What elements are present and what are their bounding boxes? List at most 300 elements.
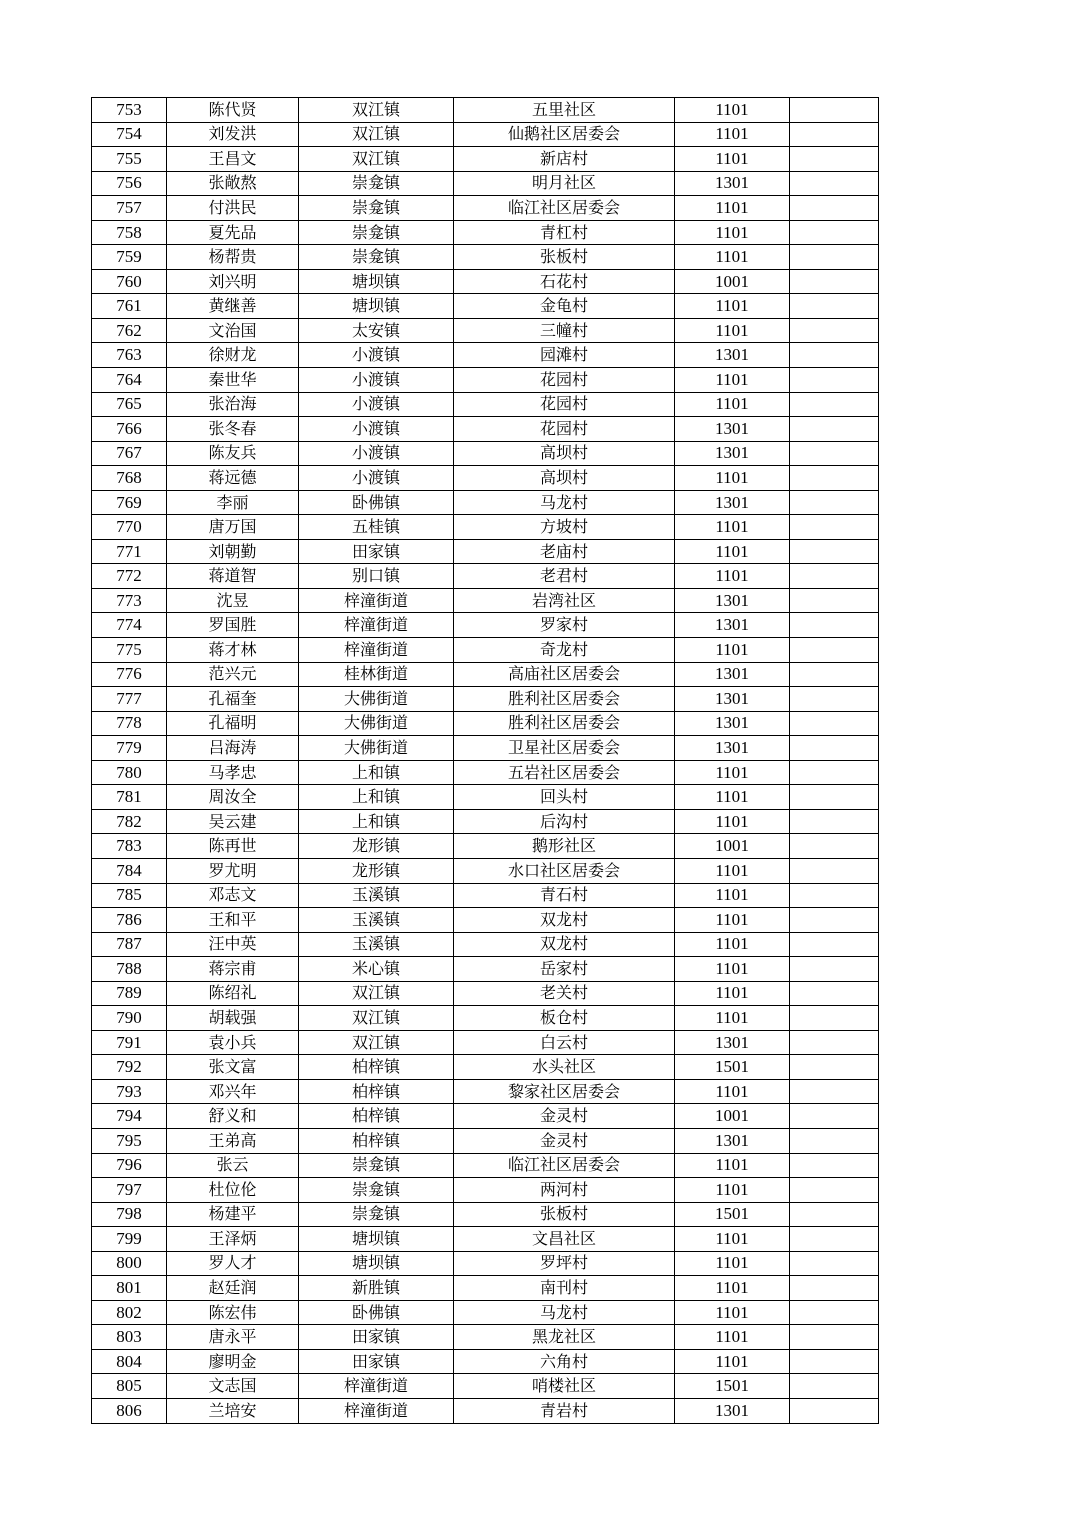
remark-cell — [790, 196, 879, 221]
village-cell: 老关村 — [454, 981, 675, 1006]
row-number-cell: 765 — [92, 392, 167, 417]
table-row — [92, 981, 879, 1006]
code-cell: 1301 — [675, 687, 790, 712]
row-number-cell: 768 — [92, 466, 167, 491]
name-cell: 陈绍礼 — [167, 981, 299, 1006]
name-cell: 黄继善 — [167, 294, 299, 319]
remark-cell — [790, 932, 879, 957]
row-number-cell: 797 — [92, 1178, 167, 1203]
town-cell: 玉溪镇 — [299, 883, 454, 908]
code-cell: 1101 — [675, 908, 790, 933]
name-cell: 汪中英 — [167, 932, 299, 957]
code-cell: 1501 — [675, 1055, 790, 1080]
name-cell: 蒋远德 — [167, 466, 299, 491]
row-number-cell: 759 — [92, 245, 167, 270]
row-number-cell: 794 — [92, 1104, 167, 1129]
table-row — [92, 858, 879, 883]
remark-cell — [790, 957, 879, 982]
table-row — [92, 1030, 879, 1055]
town-cell: 大佛街道 — [299, 736, 454, 761]
remark-cell — [790, 662, 879, 687]
row-number-cell: 804 — [92, 1349, 167, 1374]
table-row — [92, 1006, 879, 1031]
table-row — [92, 736, 879, 761]
table-row — [92, 1349, 879, 1374]
code-cell: 1101 — [675, 368, 790, 393]
row-number-cell: 763 — [92, 343, 167, 368]
remark-cell — [790, 1128, 879, 1153]
row-number-cell: 775 — [92, 638, 167, 663]
village-cell: 老庙村 — [454, 539, 675, 564]
village-cell: 马龙村 — [454, 1300, 675, 1325]
remark-cell — [790, 1325, 879, 1350]
table-row — [92, 760, 879, 785]
village-cell: 水头社区 — [454, 1055, 675, 1080]
row-number-cell: 772 — [92, 564, 167, 589]
remark-cell — [790, 539, 879, 564]
code-cell: 1101 — [675, 1349, 790, 1374]
table-row — [92, 220, 879, 245]
table-row — [92, 957, 879, 982]
table-row — [92, 834, 879, 859]
code-cell: 1301 — [675, 441, 790, 466]
row-number-cell: 803 — [92, 1325, 167, 1350]
row-number-cell: 756 — [92, 171, 167, 196]
code-cell: 1101 — [675, 392, 790, 417]
table-row — [92, 269, 879, 294]
remark-cell — [790, 711, 879, 736]
table-row — [92, 490, 879, 515]
row-number-cell: 771 — [92, 539, 167, 564]
table-row — [92, 196, 879, 221]
code-cell: 1101 — [675, 883, 790, 908]
remark-cell — [790, 466, 879, 491]
code-cell: 1301 — [675, 1398, 790, 1423]
remark-cell — [790, 343, 879, 368]
table-row — [92, 392, 879, 417]
town-cell: 新胜镇 — [299, 1276, 454, 1301]
town-cell: 上和镇 — [299, 760, 454, 785]
name-cell: 唐永平 — [167, 1325, 299, 1350]
row-number-cell: 785 — [92, 883, 167, 908]
code-cell: 1301 — [675, 588, 790, 613]
row-number-cell: 762 — [92, 318, 167, 343]
row-number-cell: 805 — [92, 1374, 167, 1399]
name-cell: 王和平 — [167, 908, 299, 933]
table-row — [92, 1055, 879, 1080]
row-number-cell: 796 — [92, 1153, 167, 1178]
row-number-cell: 792 — [92, 1055, 167, 1080]
code-cell: 1001 — [675, 834, 790, 859]
name-cell: 文志国 — [167, 1374, 299, 1399]
town-cell: 崇龛镇 — [299, 1202, 454, 1227]
table-row — [92, 441, 879, 466]
village-cell: 板仓村 — [454, 1006, 675, 1031]
table-row — [92, 98, 879, 123]
remark-cell — [790, 147, 879, 172]
name-cell: 张文富 — [167, 1055, 299, 1080]
code-cell: 1301 — [675, 490, 790, 515]
name-cell: 罗国胜 — [167, 613, 299, 638]
row-number-cell: 770 — [92, 515, 167, 540]
row-number-cell: 764 — [92, 368, 167, 393]
row-number-cell: 778 — [92, 711, 167, 736]
code-cell: 1101 — [675, 122, 790, 147]
town-cell: 田家镇 — [299, 1325, 454, 1350]
remark-cell — [790, 1227, 879, 1252]
code-cell: 1101 — [675, 1300, 790, 1325]
name-cell: 范兴元 — [167, 662, 299, 687]
village-cell: 白云村 — [454, 1030, 675, 1055]
table-row — [92, 466, 879, 491]
town-cell: 梓潼街道 — [299, 588, 454, 613]
remark-cell — [790, 515, 879, 540]
town-cell: 塘坝镇 — [299, 269, 454, 294]
name-cell: 陈宏伟 — [167, 1300, 299, 1325]
row-number-cell: 754 — [92, 122, 167, 147]
name-cell: 赵廷润 — [167, 1276, 299, 1301]
table-row — [92, 809, 879, 834]
village-cell: 方坡村 — [454, 515, 675, 540]
remark-cell — [790, 318, 879, 343]
town-cell: 桂林街道 — [299, 662, 454, 687]
row-number-cell: 761 — [92, 294, 167, 319]
code-cell: 1101 — [675, 785, 790, 810]
table-row — [92, 1202, 879, 1227]
remark-cell — [790, 417, 879, 442]
row-number-cell: 776 — [92, 662, 167, 687]
town-cell: 柏梓镇 — [299, 1055, 454, 1080]
name-cell: 陈代贤 — [167, 98, 299, 123]
village-cell: 张板村 — [454, 1202, 675, 1227]
code-cell: 1101 — [675, 1251, 790, 1276]
village-cell: 罗家村 — [454, 613, 675, 638]
table-row — [92, 417, 879, 442]
town-cell: 双江镇 — [299, 147, 454, 172]
table-row — [92, 147, 879, 172]
remark-cell — [790, 1178, 879, 1203]
table-body — [92, 98, 879, 1424]
village-cell: 双龙村 — [454, 932, 675, 957]
code-cell: 1301 — [675, 417, 790, 442]
row-number-cell: 773 — [92, 588, 167, 613]
code-cell: 1301 — [675, 613, 790, 638]
town-cell: 龙形镇 — [299, 834, 454, 859]
name-cell: 邓志文 — [167, 883, 299, 908]
code-cell: 1101 — [675, 638, 790, 663]
remark-cell — [790, 1055, 879, 1080]
code-cell: 1301 — [675, 736, 790, 761]
village-cell: 马龙村 — [454, 490, 675, 515]
name-cell: 刘发洪 — [167, 122, 299, 147]
code-cell: 1301 — [675, 171, 790, 196]
name-cell: 胡载强 — [167, 1006, 299, 1031]
table-row — [92, 662, 879, 687]
table-row — [92, 1079, 879, 1104]
row-number-cell: 766 — [92, 417, 167, 442]
remark-cell — [790, 269, 879, 294]
name-cell: 罗人才 — [167, 1251, 299, 1276]
remark-cell — [790, 392, 879, 417]
table-row — [92, 638, 879, 663]
name-cell: 吴云建 — [167, 809, 299, 834]
code-cell: 1301 — [675, 711, 790, 736]
row-number-cell: 800 — [92, 1251, 167, 1276]
remark-cell — [790, 687, 879, 712]
name-cell: 张治海 — [167, 392, 299, 417]
remark-cell — [790, 122, 879, 147]
remark-cell — [790, 98, 879, 123]
table-row — [92, 588, 879, 613]
town-cell: 柏梓镇 — [299, 1079, 454, 1104]
town-cell: 五桂镇 — [299, 515, 454, 540]
village-cell: 新店村 — [454, 147, 675, 172]
village-cell: 金灵村 — [454, 1128, 675, 1153]
town-cell: 双江镇 — [299, 122, 454, 147]
name-cell: 徐财龙 — [167, 343, 299, 368]
village-cell: 石花村 — [454, 269, 675, 294]
town-cell: 崇龛镇 — [299, 171, 454, 196]
remark-cell — [790, 760, 879, 785]
name-cell: 孔福明 — [167, 711, 299, 736]
town-cell: 玉溪镇 — [299, 908, 454, 933]
village-cell: 哨楼社区 — [454, 1374, 675, 1399]
village-cell: 高坝村 — [454, 466, 675, 491]
remark-cell — [790, 736, 879, 761]
town-cell: 崇龛镇 — [299, 220, 454, 245]
town-cell: 双江镇 — [299, 1006, 454, 1031]
code-cell: 1101 — [675, 932, 790, 957]
row-number-cell: 767 — [92, 441, 167, 466]
town-cell: 玉溪镇 — [299, 932, 454, 957]
town-cell: 塘坝镇 — [299, 1251, 454, 1276]
remark-cell — [790, 220, 879, 245]
remark-cell — [790, 1006, 879, 1031]
data-table — [91, 97, 879, 1424]
code-cell: 1101 — [675, 760, 790, 785]
row-number-cell: 774 — [92, 613, 167, 638]
code-cell: 1101 — [675, 220, 790, 245]
table-row — [92, 1153, 879, 1178]
town-cell: 小渡镇 — [299, 368, 454, 393]
village-cell: 双龙村 — [454, 908, 675, 933]
name-cell: 王昌文 — [167, 147, 299, 172]
name-cell: 罗尤明 — [167, 858, 299, 883]
remark-cell — [790, 1349, 879, 1374]
row-number-cell: 806 — [92, 1398, 167, 1423]
village-cell: 园滩村 — [454, 343, 675, 368]
table-row — [92, 368, 879, 393]
table-row — [92, 294, 879, 319]
code-cell: 1101 — [675, 957, 790, 982]
table-row — [92, 343, 879, 368]
town-cell: 崇龛镇 — [299, 1153, 454, 1178]
village-cell: 三幢村 — [454, 318, 675, 343]
name-cell: 杨建平 — [167, 1202, 299, 1227]
name-cell: 文治国 — [167, 318, 299, 343]
town-cell: 崇龛镇 — [299, 245, 454, 270]
village-cell: 黑龙社区 — [454, 1325, 675, 1350]
town-cell: 梓潼街道 — [299, 613, 454, 638]
name-cell: 袁小兵 — [167, 1030, 299, 1055]
town-cell: 米心镇 — [299, 957, 454, 982]
code-cell: 1101 — [675, 1006, 790, 1031]
remark-cell — [790, 245, 879, 270]
town-cell: 梓潼街道 — [299, 1398, 454, 1423]
village-cell: 罗坪村 — [454, 1251, 675, 1276]
code-cell: 1101 — [675, 1153, 790, 1178]
town-cell: 双江镇 — [299, 98, 454, 123]
town-cell: 塘坝镇 — [299, 1227, 454, 1252]
name-cell: 蒋才林 — [167, 638, 299, 663]
remark-cell — [790, 883, 879, 908]
remark-cell — [790, 785, 879, 810]
remark-cell — [790, 1276, 879, 1301]
remark-cell — [790, 1153, 879, 1178]
table-row — [92, 711, 879, 736]
row-number-cell: 779 — [92, 736, 167, 761]
row-number-cell: 790 — [92, 1006, 167, 1031]
row-number-cell: 802 — [92, 1300, 167, 1325]
remark-cell — [790, 294, 879, 319]
town-cell: 柏梓镇 — [299, 1128, 454, 1153]
table-row — [92, 1398, 879, 1423]
remark-cell — [790, 1079, 879, 1104]
village-cell: 回头村 — [454, 785, 675, 810]
town-cell: 崇龛镇 — [299, 196, 454, 221]
village-cell: 南刊村 — [454, 1276, 675, 1301]
table-row — [92, 245, 879, 270]
code-cell: 1101 — [675, 809, 790, 834]
remark-cell — [790, 981, 879, 1006]
code-cell: 1101 — [675, 1227, 790, 1252]
village-cell: 岳家村 — [454, 957, 675, 982]
code-cell: 1101 — [675, 245, 790, 270]
name-cell: 王泽炳 — [167, 1227, 299, 1252]
code-cell: 1101 — [675, 466, 790, 491]
town-cell: 上和镇 — [299, 785, 454, 810]
table-row — [92, 318, 879, 343]
remark-cell — [790, 368, 879, 393]
village-cell: 花园村 — [454, 392, 675, 417]
village-cell: 后沟村 — [454, 809, 675, 834]
village-cell: 高坝村 — [454, 441, 675, 466]
row-number-cell: 760 — [92, 269, 167, 294]
code-cell: 1001 — [675, 1104, 790, 1129]
row-number-cell: 789 — [92, 981, 167, 1006]
table-row — [92, 1300, 879, 1325]
name-cell: 张冬春 — [167, 417, 299, 442]
town-cell: 双江镇 — [299, 1030, 454, 1055]
row-number-cell: 753 — [92, 98, 167, 123]
name-cell: 刘朝勤 — [167, 539, 299, 564]
code-cell: 1101 — [675, 1178, 790, 1203]
row-number-cell: 799 — [92, 1227, 167, 1252]
row-number-cell: 781 — [92, 785, 167, 810]
table-row — [92, 908, 879, 933]
name-cell: 蒋道智 — [167, 564, 299, 589]
town-cell: 小渡镇 — [299, 417, 454, 442]
table-row — [92, 122, 879, 147]
name-cell: 蒋宗甫 — [167, 957, 299, 982]
table-row — [92, 171, 879, 196]
code-cell: 1101 — [675, 147, 790, 172]
town-cell: 崇龛镇 — [299, 1178, 454, 1203]
village-cell: 明月社区 — [454, 171, 675, 196]
village-cell: 张板村 — [454, 245, 675, 270]
name-cell: 张敞熬 — [167, 171, 299, 196]
code-cell: 1101 — [675, 564, 790, 589]
village-cell: 青杠村 — [454, 220, 675, 245]
row-number-cell: 801 — [92, 1276, 167, 1301]
table-row — [92, 1227, 879, 1252]
name-cell: 陈友兵 — [167, 441, 299, 466]
table-row — [92, 564, 879, 589]
town-cell: 小渡镇 — [299, 392, 454, 417]
town-cell: 卧佛镇 — [299, 1300, 454, 1325]
remark-cell — [790, 638, 879, 663]
table-row — [92, 1276, 879, 1301]
remark-cell — [790, 1202, 879, 1227]
table-row — [92, 613, 879, 638]
row-number-cell: 798 — [92, 1202, 167, 1227]
remark-cell — [790, 564, 879, 589]
town-cell: 太安镇 — [299, 318, 454, 343]
table-row — [92, 1251, 879, 1276]
town-cell: 大佛街道 — [299, 711, 454, 736]
village-cell: 临江社区居委会 — [454, 196, 675, 221]
name-cell: 舒义和 — [167, 1104, 299, 1129]
row-number-cell: 786 — [92, 908, 167, 933]
town-cell: 别口镇 — [299, 564, 454, 589]
code-cell: 1001 — [675, 269, 790, 294]
name-cell: 吕海涛 — [167, 736, 299, 761]
village-cell: 花园村 — [454, 417, 675, 442]
code-cell: 1301 — [675, 1128, 790, 1153]
row-number-cell: 758 — [92, 220, 167, 245]
village-cell: 仙鹅社区居委会 — [454, 122, 675, 147]
town-cell: 塘坝镇 — [299, 294, 454, 319]
table-row — [92, 1104, 879, 1129]
remark-cell — [790, 490, 879, 515]
name-cell: 孔福奎 — [167, 687, 299, 712]
code-cell: 1101 — [675, 858, 790, 883]
remark-cell — [790, 1300, 879, 1325]
code-cell: 1101 — [675, 1079, 790, 1104]
town-cell: 梓潼街道 — [299, 638, 454, 663]
village-cell: 五里社区 — [454, 98, 675, 123]
row-number-cell: 755 — [92, 147, 167, 172]
table-row — [92, 687, 879, 712]
code-cell: 1101 — [675, 98, 790, 123]
town-cell: 柏梓镇 — [299, 1104, 454, 1129]
row-number-cell: 783 — [92, 834, 167, 859]
name-cell: 廖明金 — [167, 1349, 299, 1374]
row-number-cell: 769 — [92, 490, 167, 515]
village-cell: 鹅形社区 — [454, 834, 675, 859]
code-cell: 1301 — [675, 1030, 790, 1055]
name-cell: 秦世华 — [167, 368, 299, 393]
table-row — [92, 785, 879, 810]
village-cell: 岩湾社区 — [454, 588, 675, 613]
table-row — [92, 1325, 879, 1350]
village-cell: 卫星社区居委会 — [454, 736, 675, 761]
village-cell: 老君村 — [454, 564, 675, 589]
code-cell: 1301 — [675, 662, 790, 687]
remark-cell — [790, 1251, 879, 1276]
town-cell: 双江镇 — [299, 981, 454, 1006]
row-number-cell: 777 — [92, 687, 167, 712]
